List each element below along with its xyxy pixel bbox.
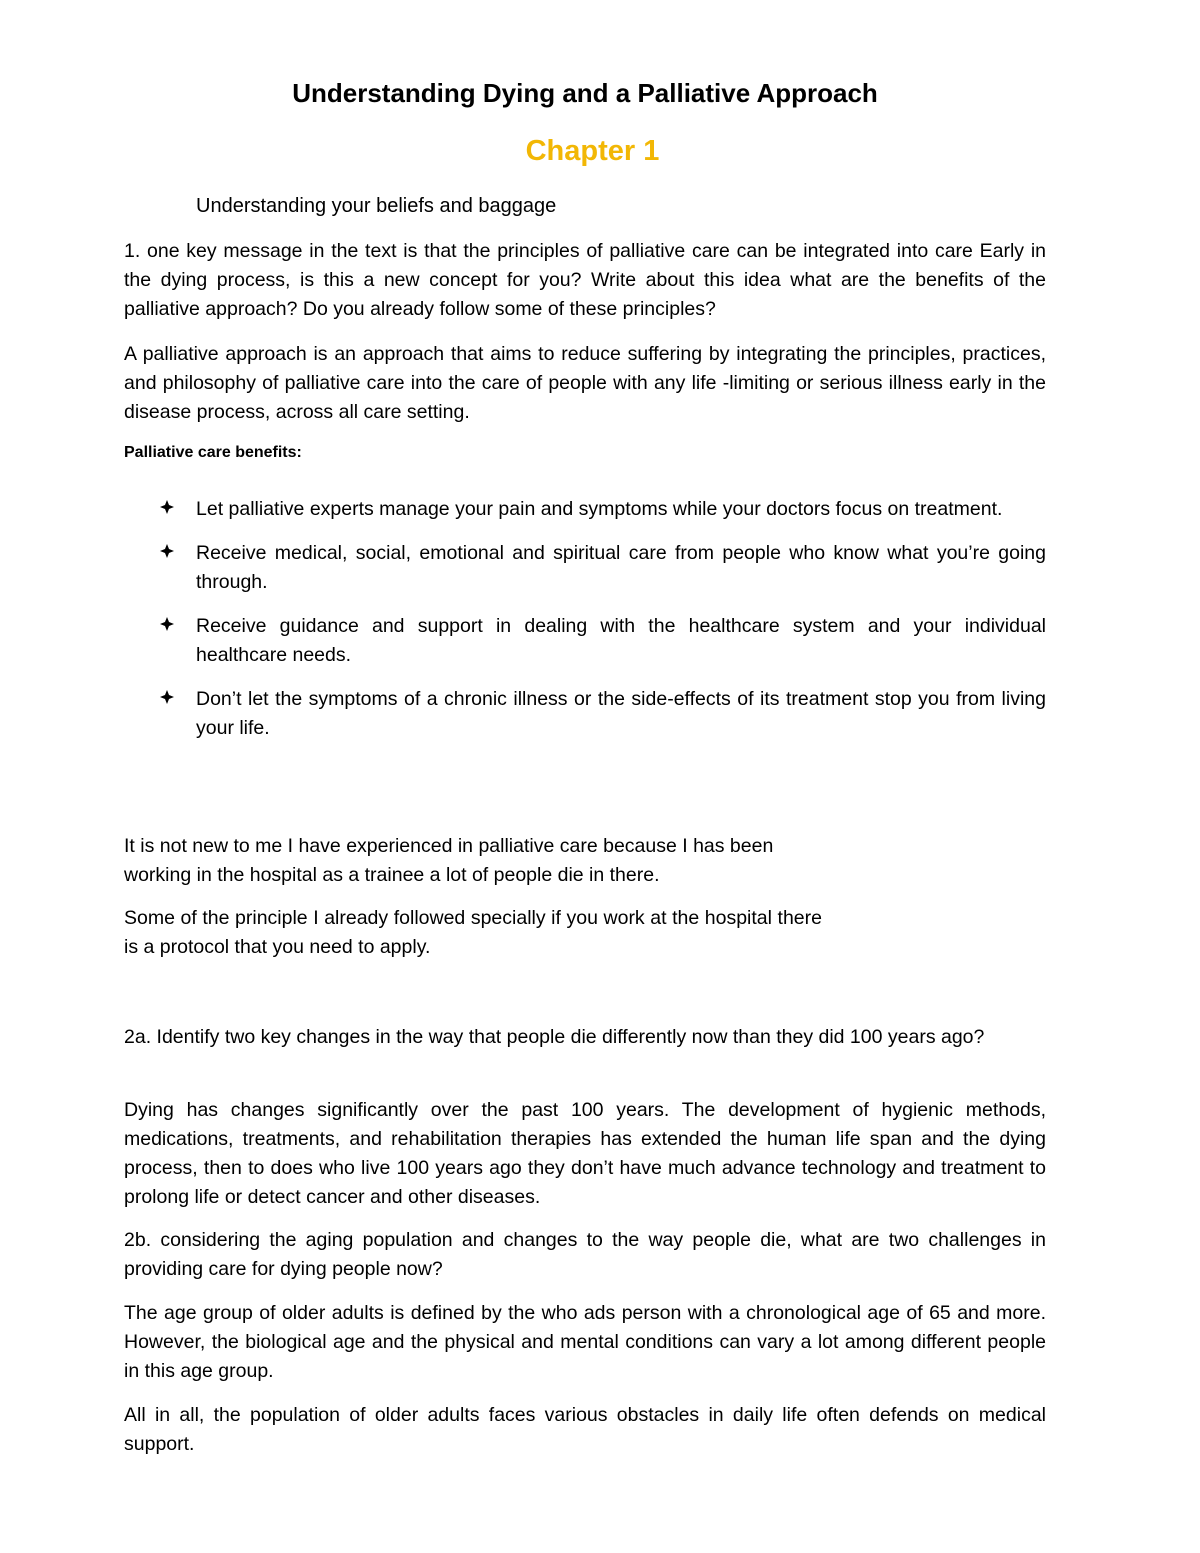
question-2a: 2a. Identify two key changes in the way that people die differently now than they did 100 years ago? xyxy=(124,1026,985,1048)
question-2b: 2b. considering the aging population and changes to the way people die, what are two challenges in providing care for dying people now? xyxy=(124,1229,1046,1280)
answer-2b-1: The age group of older adults is defined by the who ads person with a chronological age of 65 and more. However, the biological age and the physical and mental conditions can vary a lot among different people in this age group. xyxy=(124,1302,1046,1382)
answer-2b-2: All in all, the population of older adults faces various obstacles in daily life often defends on medical support. xyxy=(124,1404,1046,1455)
chapter-heading: Chapter 1 xyxy=(525,135,660,167)
benefit-text: Receive medical, social, emotional and spiritual care from people who know what you’re going through. xyxy=(196,542,1046,593)
document-title: Understanding Dying and a Palliative Approach xyxy=(292,78,878,108)
diamond-bullet-icon xyxy=(160,690,174,704)
list-item xyxy=(124,495,1046,524)
list-item xyxy=(124,685,1046,743)
benefit-text: Don’t let the symptoms of a chronic illness or the side-effects of its treatment stop you from living your life. xyxy=(196,688,1046,739)
section-subheading: Understanding your beliefs and baggage xyxy=(196,195,557,217)
diamond-bullet-icon xyxy=(160,544,174,558)
benefit-text: Let palliative experts manage your pain and symptoms while your doctors focus on treatment. xyxy=(196,498,1003,520)
principle-paragraph: Some of the principle I already followed specially if you work at the hospital there is a protocol that you need to apply. xyxy=(124,907,822,958)
diamond-bullet-icon xyxy=(160,500,174,514)
list-item xyxy=(124,539,1046,597)
benefits-heading: Palliative care benefits: xyxy=(124,444,302,461)
answer-1: A palliative approach is an approach that aims to reduce suffering by integrating the principles, practices, and philosophy of palliative care into the care of people with any life -limiting or serious illness early in the disease process, across all care setting. xyxy=(124,343,1046,423)
list-item xyxy=(124,612,1046,670)
answer-2a: Dying has changes significantly over the past 100 years. The development of hygienic methods, medications, treatments, and rehabilitation therapies has extended the human life span and the dying process, then to does who live 100 years ago they don’t have much advance technology and treatment to prolong life or detect cancer and other diseases. xyxy=(124,1099,1046,1208)
diamond-bullet-icon xyxy=(160,617,174,631)
benefits-list xyxy=(124,495,1046,758)
benefit-text: Receive guidance and support in dealing with the healthcare system and your individual healthcare needs. xyxy=(196,615,1046,666)
question-1: 1. one key message in the text is that the principles of palliative care can be integrated into care Early in the dying process, is this a new concept for you? Write about this idea what are the benefits of the palliative approach? Do you already follow some of these principles? xyxy=(124,240,1046,320)
experience-paragraph: It is not new to me I have experienced in palliative care because I has been working in the hospital as a trainee a lot of people die in there. xyxy=(124,835,774,886)
